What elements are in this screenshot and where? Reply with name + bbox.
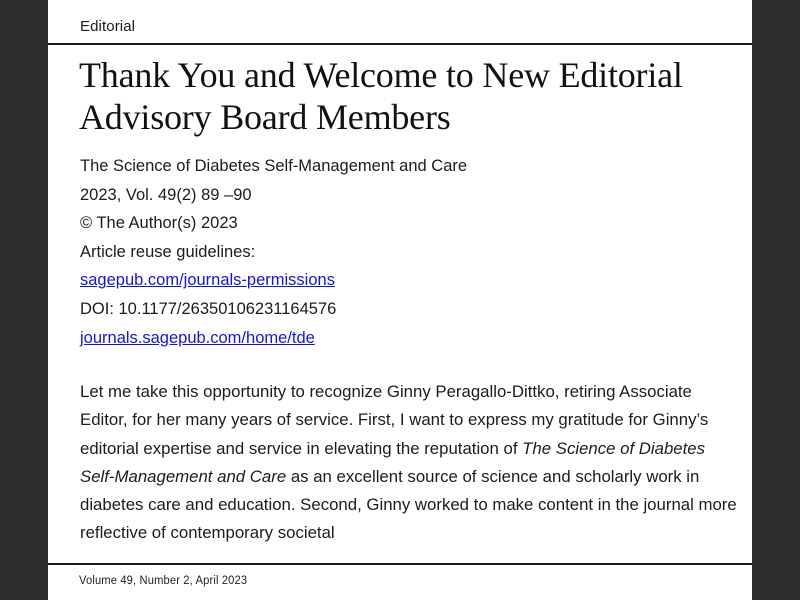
body-journal-title-italic: The Science of Diabetes Self-Management and Care [80,438,706,486]
metadata-journal-name: The Science of Diabetes Self-Management and Care [80,157,468,175]
page-title: Thank You and Welcome to New Editorial Advisory Board Members [79,55,683,137]
footer-rule [48,563,752,565]
metadata-home-row [80,324,600,353]
body-text-part-one: Let me take this opportunity to recognize Ginny Peragallo-Dittko, retiring Associate Editor, for her many years of service. First, I want to express my gratitude for Ginny’s editorial expertise and service in elevating the reputation of [80,382,709,458]
metadata-reuse-label: Article reuse guidelines: [80,242,256,261]
body-text-part-two: as an excellent source of science and scholarly work in diabetes care and education. Second, Ginny worked to make content in the journal more reflective of contemporary societal [80,466,737,543]
header-rule [48,43,752,45]
article-page [48,0,752,600]
permissions-link[interactable]: sagepub.com/journals-permissions [80,271,335,290]
metadata-volume-pages: 2023, Vol. 49(2) 89 –90 [80,185,252,204]
body-paragraph [80,378,740,548]
journal-home-link[interactable]: journals.sagepub.com/home/tde [80,328,315,347]
metadata-permissions-row [80,266,600,295]
running-head-editorial: Editorial [80,18,136,35]
page-footer-volume-info: Volume 49, Number 2, April 2023 [79,575,248,587]
metadata-copyright: © The Author(s) 2023 [80,214,238,233]
article-metadata [80,152,600,352]
metadata-doi: DOI: 10.1177/26350106231164576 [80,299,337,318]
